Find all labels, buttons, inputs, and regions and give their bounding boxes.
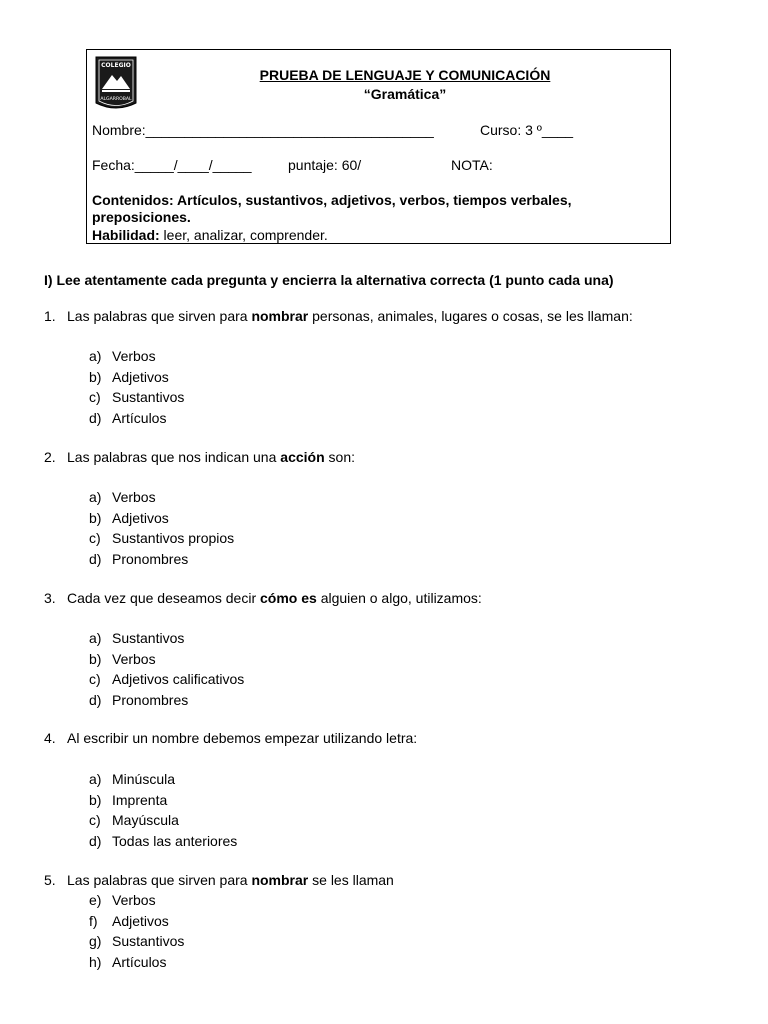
option[interactable] <box>89 528 234 549</box>
option-text: Artículos <box>112 954 167 971</box>
option[interactable] <box>89 769 237 790</box>
option-letter: d) <box>89 410 102 427</box>
option-letter: b) <box>89 650 102 667</box>
habilidad-line <box>92 227 328 243</box>
question-text-post: personas, animales, lugares o cosas, se les llaman: <box>308 308 633 324</box>
option-text: Adjetivos calificativos <box>112 671 245 688</box>
habilidad-value: leer, analizar, comprender. <box>159 227 328 243</box>
option-letter: a) <box>89 630 102 646</box>
fecha-field: Fecha:_____/____/_____ <box>92 157 252 173</box>
option[interactable] <box>89 931 184 952</box>
option[interactable] <box>89 408 184 429</box>
test-subtitle: “Gramática” <box>363 86 447 102</box>
test-title: PRUEBA DE LENGUAJE Y COMUNICACIÓN <box>259 67 551 83</box>
nota-field: NOTA: <box>451 157 493 173</box>
question-text-post: son: <box>324 449 355 465</box>
option-text: Adjetivos <box>112 509 169 526</box>
option[interactable] <box>89 387 184 408</box>
question-text-pre: Las palabras que sirven para <box>67 308 252 324</box>
options-question-5 <box>89 890 184 973</box>
option-text: Pronombres <box>112 692 189 709</box>
option-text: Sustantivos <box>112 630 185 646</box>
option[interactable] <box>89 890 184 911</box>
option-letter: a) <box>89 348 102 364</box>
option[interactable] <box>89 508 234 529</box>
option-letter: c) <box>89 671 101 688</box>
option-letter: e) <box>89 892 102 908</box>
question-number: 4. <box>44 730 56 746</box>
option[interactable] <box>89 911 184 932</box>
question-number: 3. <box>44 590 56 606</box>
option-text: Verbos <box>112 489 156 505</box>
question-number: 2. <box>44 449 56 465</box>
option-letter: c) <box>89 812 101 829</box>
instructions: I) Lee atentamente cada pregunta y encierra la alternativa correcta (1 punto cada una) <box>44 272 614 288</box>
options-question-1 <box>89 346 184 429</box>
options-question-2 <box>89 487 234 570</box>
option-letter: d) <box>89 551 102 568</box>
question-2 <box>44 449 355 465</box>
option-letter: d) <box>89 833 102 850</box>
option-text: Pronombres <box>112 551 189 568</box>
option-text: Adjetivos <box>112 912 169 929</box>
option[interactable] <box>89 810 237 831</box>
option[interactable] <box>89 487 234 508</box>
option[interactable] <box>89 831 237 852</box>
option-letter: c) <box>89 389 101 406</box>
logo-top-text: COLEGIO <box>101 62 131 69</box>
option-text: Verbos <box>112 892 156 908</box>
curso-field: Curso: 3 º____ <box>480 122 574 138</box>
question-1 <box>44 308 633 324</box>
option-text: Sustantivos propios <box>112 530 235 547</box>
option-letter: h) <box>89 954 102 971</box>
question-5 <box>44 872 394 888</box>
options-question-4 <box>89 769 237 852</box>
option-text: Mayúscula <box>112 812 179 829</box>
question-text-pre: Cada vez que deseamos decir <box>67 590 260 606</box>
option-text: Adjetivos <box>112 368 169 385</box>
options-question-3 <box>89 628 244 711</box>
option[interactable] <box>89 649 244 670</box>
option-letter: c) <box>89 530 101 547</box>
option[interactable] <box>89 346 184 367</box>
option[interactable] <box>89 549 234 570</box>
question-text-pre: Las palabras que sirven para <box>67 872 252 888</box>
option-letter: a) <box>89 489 102 505</box>
logo-bottom-text: ALGARROBAL <box>100 97 132 102</box>
question-text-post: alguien o algo, utilizamos: <box>316 590 482 606</box>
option[interactable] <box>89 952 184 973</box>
option[interactable] <box>89 669 244 690</box>
option-letter: g) <box>89 933 102 950</box>
option-text: Minúscula <box>112 771 176 787</box>
option-letter: b) <box>89 368 102 385</box>
habilidad-label: Habilidad: <box>92 227 160 243</box>
option-text: Sustantivos <box>112 389 185 406</box>
question-text-pre: Las palabras que nos indican una <box>67 449 281 465</box>
option-text: Imprenta <box>112 791 168 808</box>
option-text: Artículos <box>112 410 167 427</box>
option[interactable] <box>89 690 244 711</box>
option-letter: a) <box>89 771 102 787</box>
question-text-bold: acción <box>280 449 325 465</box>
question-number: 5. <box>44 872 56 888</box>
contenidos-text: Contenidos: Artículos, sustantivos, adjetivos, verbos, tiempos verbales, preposiciones. <box>92 192 572 225</box>
puntaje-field: puntaje: 60/ <box>288 157 362 173</box>
nombre-field: Nombre:_____________________________________ <box>92 122 434 138</box>
option-letter: b) <box>89 791 102 808</box>
question-text-post: se les llaman <box>308 872 394 888</box>
option-letter: d) <box>89 692 102 709</box>
question-text-bold: nombrar <box>251 308 309 324</box>
question-number: 1. <box>44 308 56 324</box>
option-text: Sustantivos <box>112 933 185 950</box>
option-text: Verbos <box>112 348 156 364</box>
option[interactable] <box>89 367 184 388</box>
option[interactable] <box>89 628 244 649</box>
question-4 <box>44 730 417 746</box>
question-text-pre: Al escribir un nombre debemos empezar utilizando letra: <box>67 730 418 746</box>
option-letter: b) <box>89 509 102 526</box>
question-text-bold: nombrar <box>251 872 309 888</box>
question-text-bold: cómo es <box>260 590 317 606</box>
option-letter: f) <box>89 912 98 929</box>
school-logo <box>93 55 139 113</box>
question-3 <box>44 590 482 606</box>
option[interactable] <box>89 790 237 811</box>
option-text: Todas las anteriores <box>112 833 238 850</box>
option-text: Verbos <box>112 650 156 667</box>
